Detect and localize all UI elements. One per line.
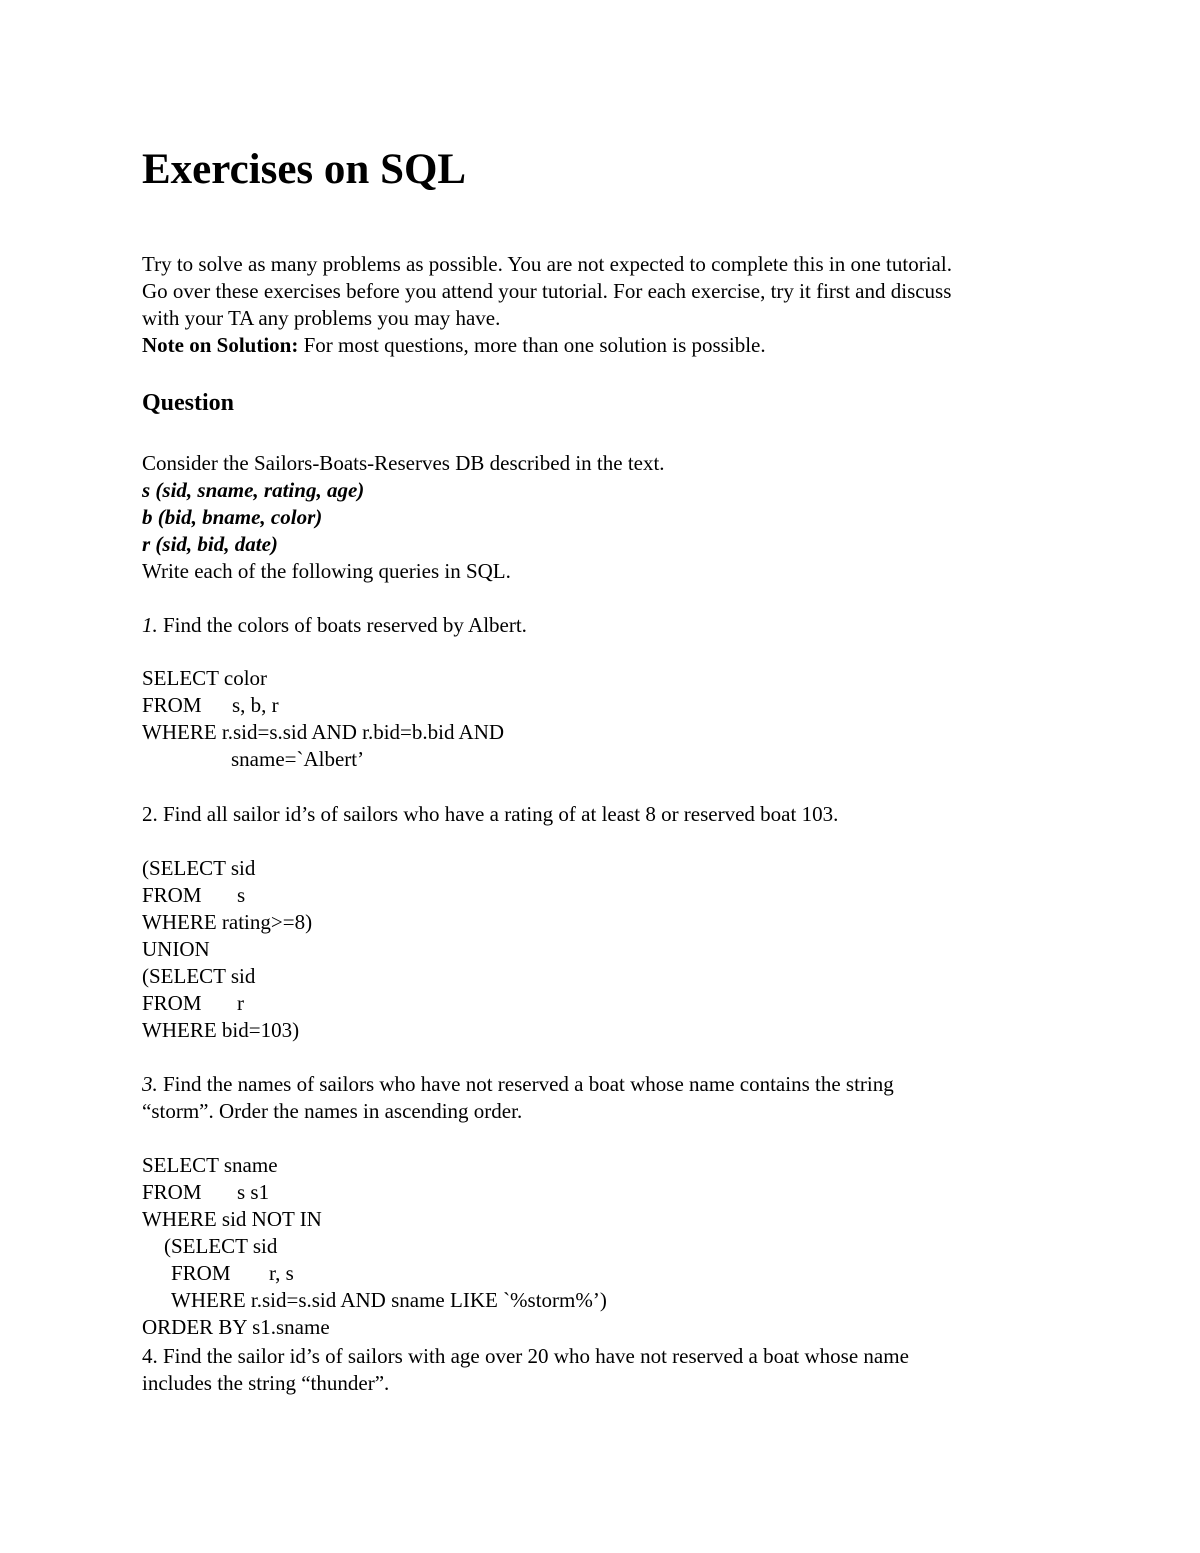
schema-intro: Consider the Sailors-Boats-Reserves DB described in the text. [142, 451, 665, 475]
q4-prompt-line-1: 4. Find the sailor id’s of sailors with age over 20 who have not reserved a boat whose name [142, 1344, 909, 1368]
q4-prompt-line-2: includes the string “thunder”. [142, 1371, 390, 1395]
intro-line-1: Try to solve as many problems as possible. You are not expected to complete this in one tutorial. [142, 252, 952, 276]
sql-value: bid=103) [216, 1018, 300, 1042]
sql-value: sname [218, 1153, 278, 1177]
sql-keyword: WHERE [142, 1018, 217, 1042]
sql-keyword: FROM [142, 1180, 202, 1204]
q1-sql-select [142, 665, 267, 692]
schema-reserves: r (sid, bid, date) [142, 532, 278, 556]
q3-sql-line-1 [142, 1152, 278, 1179]
sql-keyword: SELECT [142, 1153, 219, 1177]
sql-value: color [218, 666, 268, 690]
q1-sql-from [142, 692, 279, 719]
solution-note [142, 332, 766, 359]
sql-keyword: FROM [142, 883, 202, 907]
q1-sql-where [142, 719, 504, 746]
q3-prompt-line-2: “storm”. Order the names in ascending order. [142, 1099, 523, 1123]
q1-number: 1. [142, 613, 158, 637]
q2-prompt: 2. Find all sailor id’s of sailors who have a rating of at least 8 or reserved boat 103. [142, 802, 839, 826]
q2-sql-line-3 [142, 909, 312, 936]
sql-keyword: (SELECT [142, 964, 226, 988]
q1-text: Find the colors of boats reserved by Albert. [157, 613, 527, 637]
q2-sql-line-4: UNION [142, 937, 210, 961]
q3-sql-line-6: WHERE r.sid=s.sid AND sname LIKE `%storm%’) [171, 1288, 607, 1312]
sql-value: r [237, 991, 244, 1015]
solution-note-text: For most questions, more than one solution is possible. [298, 333, 766, 357]
sql-value: r, s [269, 1261, 294, 1285]
sql-value: s [237, 883, 246, 907]
page-title: Exercises on SQL [142, 146, 467, 193]
sql-value: s s1 [237, 1180, 270, 1204]
q3-text: Find the names of sailors who have not reserved a boat whose name contains the string [157, 1072, 894, 1096]
sql-keyword: WHERE [142, 720, 217, 744]
sql-value: r.sid=s.sid AND r.bid=b.bid AND [216, 720, 505, 744]
q2-sql-line-2 [142, 882, 245, 909]
sql-keyword: FROM [142, 693, 202, 717]
q2-sql-line-7 [142, 1017, 299, 1044]
q3-number: 3. [142, 1072, 158, 1096]
question-heading: Question [142, 390, 235, 416]
sql-value: s, b, r [232, 693, 279, 717]
sql-value: sid [225, 856, 256, 880]
q2-sql-line-1 [142, 855, 255, 882]
sql-keyword: WHERE [142, 1207, 217, 1231]
sql-value: sid NOT IN [216, 1207, 322, 1231]
sql-keyword: WHERE [142, 910, 217, 934]
schema-boats: b (bid, bname, color) [142, 505, 323, 529]
sql-keyword: SELECT [142, 666, 219, 690]
sql-value: sid [225, 964, 256, 988]
q3-sql-line-2 [142, 1179, 269, 1206]
q3-sql-line-3 [142, 1206, 322, 1233]
q2-sql-line-5 [142, 963, 255, 990]
q3-prompt-line-1 [142, 1071, 894, 1098]
sql-keyword: FROM [171, 1261, 231, 1285]
q3-sql-line-5 [171, 1260, 294, 1287]
q3-sql-line-7: ORDER BY s1.sname [142, 1315, 330, 1339]
intro-line-2: Go over these exercises before you attend your tutorial. For each exercise, try it first and discuss [142, 279, 952, 303]
sql-keyword: FROM [142, 991, 202, 1015]
q3-sql-line-4: (SELECT sid [164, 1234, 278, 1258]
schema-instruction: Write each of the following queries in SQL. [142, 559, 511, 583]
schema-sailors: s (sid, sname, rating, age) [142, 478, 365, 502]
q1-sql-continuation: sname=`Albert’ [231, 747, 365, 771]
sql-value: rating>=8) [216, 910, 313, 934]
solution-note-label: Note on Solution: [142, 333, 299, 357]
q2-sql-line-6 [142, 990, 244, 1017]
intro-line-3: with your TA any problems you may have. [142, 306, 501, 330]
sql-keyword: (SELECT [142, 856, 226, 880]
q1-prompt [142, 612, 527, 639]
